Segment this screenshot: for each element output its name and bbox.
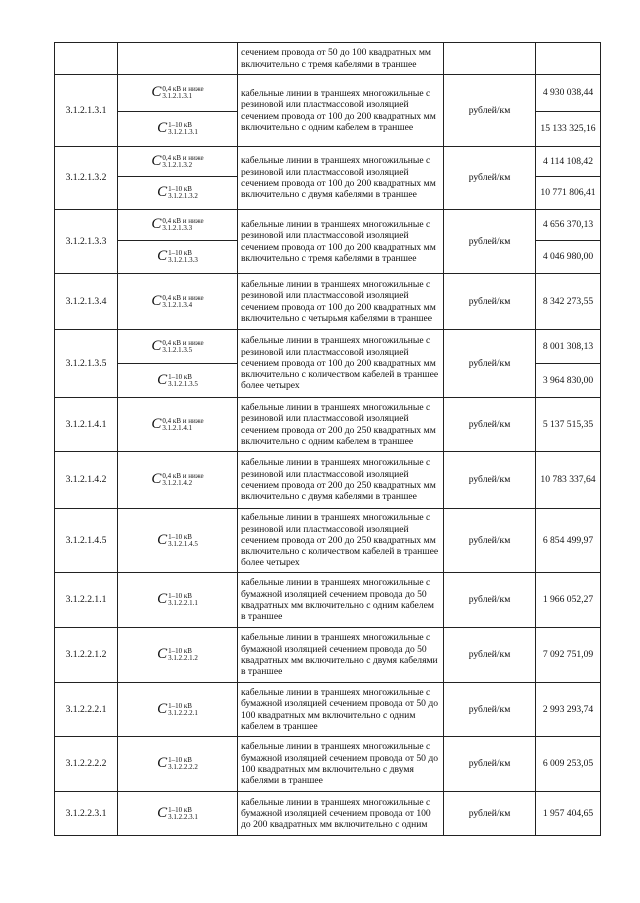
- symbol-subscript: 3.1.2.2.3.1: [168, 812, 198, 821]
- tariff-symbol: [157, 371, 198, 388]
- value-cell: 2 993 293,74: [536, 683, 601, 737]
- symbol-letter: C: [157, 646, 168, 663]
- code-cell: 3.1.2.1.3.4: [55, 274, 118, 330]
- symbol-cell: [118, 683, 238, 737]
- table-row: [55, 274, 601, 330]
- symbol-superscript: 0,4 кВ и ниже: [162, 416, 204, 425]
- tariff-symbol: [151, 152, 204, 169]
- symbol-cell: [118, 452, 238, 509]
- value-cell: 10 771 806,41: [536, 177, 601, 210]
- symbol-cell: [118, 177, 238, 210]
- tariff-symbol: [151, 415, 204, 432]
- tariff-symbol: [151, 473, 203, 487]
- description-cell: кабельные линии в траншеях многожильные с бумажной изоляцией сечением провода от 50 до 100 квадратных мм включительно с двумя кабелями в траншее: [238, 737, 444, 792]
- unit-cell: рублей/км: [444, 683, 536, 737]
- unit-cell: рублей/км: [444, 398, 536, 452]
- symbol-cell: [118, 573, 238, 628]
- tariff-table-body: [55, 43, 601, 836]
- symbol-cell: [118, 241, 238, 274]
- symbol-letter: C: [157, 531, 168, 548]
- symbol-subscript: 3.1.2.1.3.3: [168, 256, 198, 264]
- unit-cell: рублей/км: [444, 737, 536, 792]
- symbol-subscript: 3.1.2.1.3.1: [168, 128, 198, 136]
- code-cell: 3.1.2.2.3.1: [55, 792, 118, 836]
- symbol-cell: [118, 509, 238, 573]
- symbol-letter: C: [151, 216, 162, 233]
- symbol-subscript: 3.1.2.1.3.5: [162, 345, 193, 354]
- symbol-subscript: 3.1.2.1.3.5: [168, 379, 198, 388]
- code-cell: 3.1.2.2.1.2: [55, 628, 118, 683]
- code-cell: 3.1.2.1.4.5: [55, 509, 118, 573]
- symbol-superscript: 1–10 кВ: [168, 121, 192, 129]
- value-cell: [536, 43, 601, 75]
- symbol-letter: C: [157, 591, 168, 608]
- symbol-superscript: 1–10 кВ: [168, 185, 192, 193]
- tariff-symbol: [157, 700, 198, 717]
- unit-cell: рублей/км: [444, 628, 536, 683]
- table-row: [55, 398, 601, 452]
- symbol-cell: [118, 210, 238, 241]
- symbol-cell: [118, 792, 238, 836]
- unit-cell: рублей/км: [444, 274, 536, 330]
- value-cell: 10 783 337,64: [536, 452, 601, 509]
- unit-cell: рублей/км: [444, 75, 536, 147]
- table-row: [55, 509, 601, 573]
- unit-cell: рублей/км: [444, 452, 536, 509]
- symbol-subscript: 3.1.2.1.4.2: [162, 479, 193, 487]
- table-row: [55, 737, 601, 792]
- symbol-subscript: 3.1.2.1.4.1: [162, 423, 193, 432]
- symbol-cell: [118, 330, 238, 364]
- symbol-letter: C: [157, 184, 168, 201]
- code-cell: [55, 43, 118, 75]
- symbol-cell: [118, 43, 238, 75]
- description-cell: кабельные линии в траншеях многожильные с бумажной изоляцией сечением провода до 50 квадратных мм включительно с одним кабелем в траншее: [238, 573, 444, 628]
- tariff-symbol: [157, 757, 198, 771]
- value-cell: 4 114 108,42: [536, 147, 601, 177]
- value-cell: 1 966 052,27: [536, 573, 601, 628]
- symbol-superscript: 1–10 кВ: [168, 805, 192, 814]
- code-cell: 3.1.2.1.3.3: [55, 210, 118, 274]
- symbol-letter: C: [151, 84, 162, 101]
- symbol-cell: [118, 398, 238, 452]
- value-cell: 4 046 980,00: [536, 241, 601, 274]
- table-row: [55, 210, 601, 241]
- tariff-symbol: [157, 804, 198, 821]
- table-row: [55, 147, 601, 177]
- symbol-letter: C: [151, 152, 162, 169]
- symbol-letter: C: [151, 292, 162, 309]
- unit-cell: рублей/км: [444, 573, 536, 628]
- value-cell: 15 133 325,16: [536, 112, 601, 147]
- symbol-letter: C: [151, 471, 162, 488]
- symbol-superscript: 0,4 кВ и ниже: [162, 153, 204, 162]
- symbol-letter: C: [157, 755, 168, 772]
- value-cell: 3 964 830,00: [536, 364, 601, 398]
- value-cell: 7 092 751,09: [536, 628, 601, 683]
- symbol-superscript: 1–10 кВ: [168, 592, 192, 600]
- symbol-letter: C: [157, 371, 168, 388]
- description-cell: кабельные линии в траншеях многожильные с резиновой или пластмассовой изоляцией сечением провода от 100 до 200 квадратных мм включительно с тремя кабелями в траншее: [238, 210, 444, 274]
- table-row: [55, 75, 601, 112]
- table-row: [55, 792, 601, 836]
- table-row: [55, 330, 601, 364]
- description-cell: сечением провода от 50 до 100 квадратных мм включительно с тремя кабелями в траншее: [238, 43, 444, 75]
- value-cell: 8 001 308,13: [536, 330, 601, 364]
- symbol-subscript: 3.1.2.2.2.1: [168, 708, 198, 717]
- code-cell: 3.1.2.1.3.2: [55, 147, 118, 210]
- symbol-superscript: 0,4 кВ и ниже: [162, 85, 204, 93]
- symbol-letter: C: [157, 120, 168, 137]
- value-cell: 1 957 404,65: [536, 792, 601, 836]
- symbol-subscript: 3.1.2.1.3.1: [162, 92, 193, 100]
- value-cell: 5 137 515,35: [536, 398, 601, 452]
- symbol-superscript: 1–10 кВ: [168, 756, 192, 764]
- symbol-letter: C: [157, 700, 168, 717]
- tariff-symbol: [151, 337, 204, 354]
- symbol-subscript: 3.1.2.1.3.4: [162, 300, 193, 309]
- symbol-subscript: 3.1.2.1.3.2: [162, 160, 193, 169]
- symbol-subscript: 3.1.2.1.3.2: [168, 192, 198, 200]
- symbol-cell: [118, 75, 238, 112]
- symbol-subscript: 3.1.2.1.4.5: [168, 539, 198, 548]
- description-cell: кабельные линии в траншеях многожильные с резиновой или пластмассовой изоляцией сечением провода от 100 до 200 квадратных мм включительно с количеством кабелей в траншее более четырех: [238, 330, 444, 398]
- symbol-cell: [118, 274, 238, 330]
- description-cell: кабельные линии в траншеях многожильные с бумажной изоляцией сечением провода от 100 до 200 квадратных мм включительно с одним: [238, 792, 444, 836]
- symbol-cell: [118, 364, 238, 398]
- code-cell: 3.1.2.1.4.2: [55, 452, 118, 509]
- table-row-continuation: [55, 43, 601, 75]
- code-cell: 3.1.2.2.2.2: [55, 737, 118, 792]
- table-row: [55, 452, 601, 509]
- code-cell: 3.1.2.2.1.1: [55, 573, 118, 628]
- tariff-symbol: [157, 593, 198, 607]
- table-row: [55, 683, 601, 737]
- symbol-superscript: 1–10 кВ: [168, 532, 192, 541]
- unit-cell: рублей/км: [444, 210, 536, 274]
- table-row: [55, 573, 601, 628]
- tariff-table: [54, 42, 601, 836]
- tariff-symbol: [151, 292, 204, 309]
- value-cell: 6 009 253,05: [536, 737, 601, 792]
- symbol-superscript: 0,4 кВ и ниже: [162, 293, 204, 302]
- symbol-superscript: 1–10 кВ: [168, 249, 192, 257]
- value-cell: 4 930 038,44: [536, 75, 601, 112]
- value-cell: 6 854 499,97: [536, 509, 601, 573]
- tariff-symbol: [151, 218, 203, 232]
- tariff-symbol: [151, 86, 203, 100]
- tariff-symbol: [157, 122, 198, 136]
- code-cell: 3.1.2.1.3.5: [55, 330, 118, 398]
- unit-cell: рублей/км: [444, 147, 536, 210]
- symbol-cell: [118, 628, 238, 683]
- description-cell: кабельные линии в траншеях многожильные с бумажной изоляцией сечением провода от 50 до 100 квадратных мм включительно с одним кабелем в траншее: [238, 683, 444, 737]
- symbol-letter: C: [157, 248, 168, 265]
- code-cell: 3.1.2.1.3.1: [55, 75, 118, 147]
- tariff-symbol: [157, 648, 198, 662]
- symbol-subscript: 3.1.2.2.1.2: [168, 654, 198, 662]
- symbol-superscript: 1–10 кВ: [168, 647, 192, 655]
- symbol-subscript: 3.1.2.1.3.3: [162, 224, 193, 232]
- unit-cell: рублей/км: [444, 509, 536, 573]
- description-cell: кабельные линии в траншеях многожильные с резиновой или пластмассовой изоляцией сечением провода от 200 до 250 квадратных мм включительно с количеством кабелей в траншее более четырех: [238, 509, 444, 573]
- description-cell: кабельные линии в траншеях многожильные с резиновой или пластмассовой изоляцией сечением провода от 200 до 250 квадратных мм включительно с одним кабелем в траншее: [238, 398, 444, 452]
- value-cell: 4 656 370,13: [536, 210, 601, 241]
- tariff-symbol: [157, 531, 198, 548]
- symbol-superscript: 0,4 кВ и ниже: [162, 217, 204, 225]
- description-cell: кабельные линии в траншеях многожильные с резиновой или пластмассовой изоляцией сечением провода от 100 до 200 квадратных мм включительно с одним кабелем в траншее: [238, 75, 444, 147]
- tariff-symbol: [157, 250, 198, 264]
- symbol-cell: [118, 737, 238, 792]
- symbol-cell: [118, 147, 238, 177]
- symbol-superscript: 0,4 кВ и ниже: [162, 472, 204, 480]
- description-cell: кабельные линии в траншеях многожильные с резиновой или пластмассовой изоляцией сечением провода от 100 до 200 квадратных мм включительно с двумя кабелями в траншее: [238, 147, 444, 210]
- unit-cell: рублей/км: [444, 330, 536, 398]
- code-cell: 3.1.2.1.4.1: [55, 398, 118, 452]
- symbol-superscript: 1–10 кВ: [168, 701, 192, 710]
- tariff-symbol: [157, 186, 198, 200]
- table-row: [55, 628, 601, 683]
- unit-cell: [444, 43, 536, 75]
- symbol-superscript: 1–10 кВ: [168, 372, 192, 381]
- symbol-letter: C: [151, 337, 162, 354]
- description-cell: кабельные линии в траншеях многожильные с резиновой или пластмассовой изоляцией сечением провода от 100 до 200 квадратных мм включительно с четырьмя кабелями в траншее: [238, 274, 444, 330]
- symbol-subscript: 3.1.2.2.1.1: [168, 599, 198, 607]
- value-cell: 8 342 273,55: [536, 274, 601, 330]
- unit-cell: рублей/км: [444, 792, 536, 836]
- symbol-subscript: 3.1.2.2.2.2: [168, 763, 198, 771]
- description-cell: кабельные линии в траншеях многожильные с бумажной изоляцией сечением провода до 50 квадратных мм включительно с двумя кабелями в траншее: [238, 628, 444, 683]
- symbol-cell: [118, 112, 238, 147]
- symbol-letter: C: [157, 804, 168, 821]
- code-cell: 3.1.2.2.2.1: [55, 683, 118, 737]
- symbol-superscript: 0,4 кВ и ниже: [162, 338, 204, 347]
- symbol-letter: C: [151, 415, 162, 432]
- description-cell: кабельные линии в траншеях многожильные с резиновой или пластмассовой изоляцией сечением провода от 200 до 250 квадратных мм включительно с двумя кабелями в траншее: [238, 452, 444, 509]
